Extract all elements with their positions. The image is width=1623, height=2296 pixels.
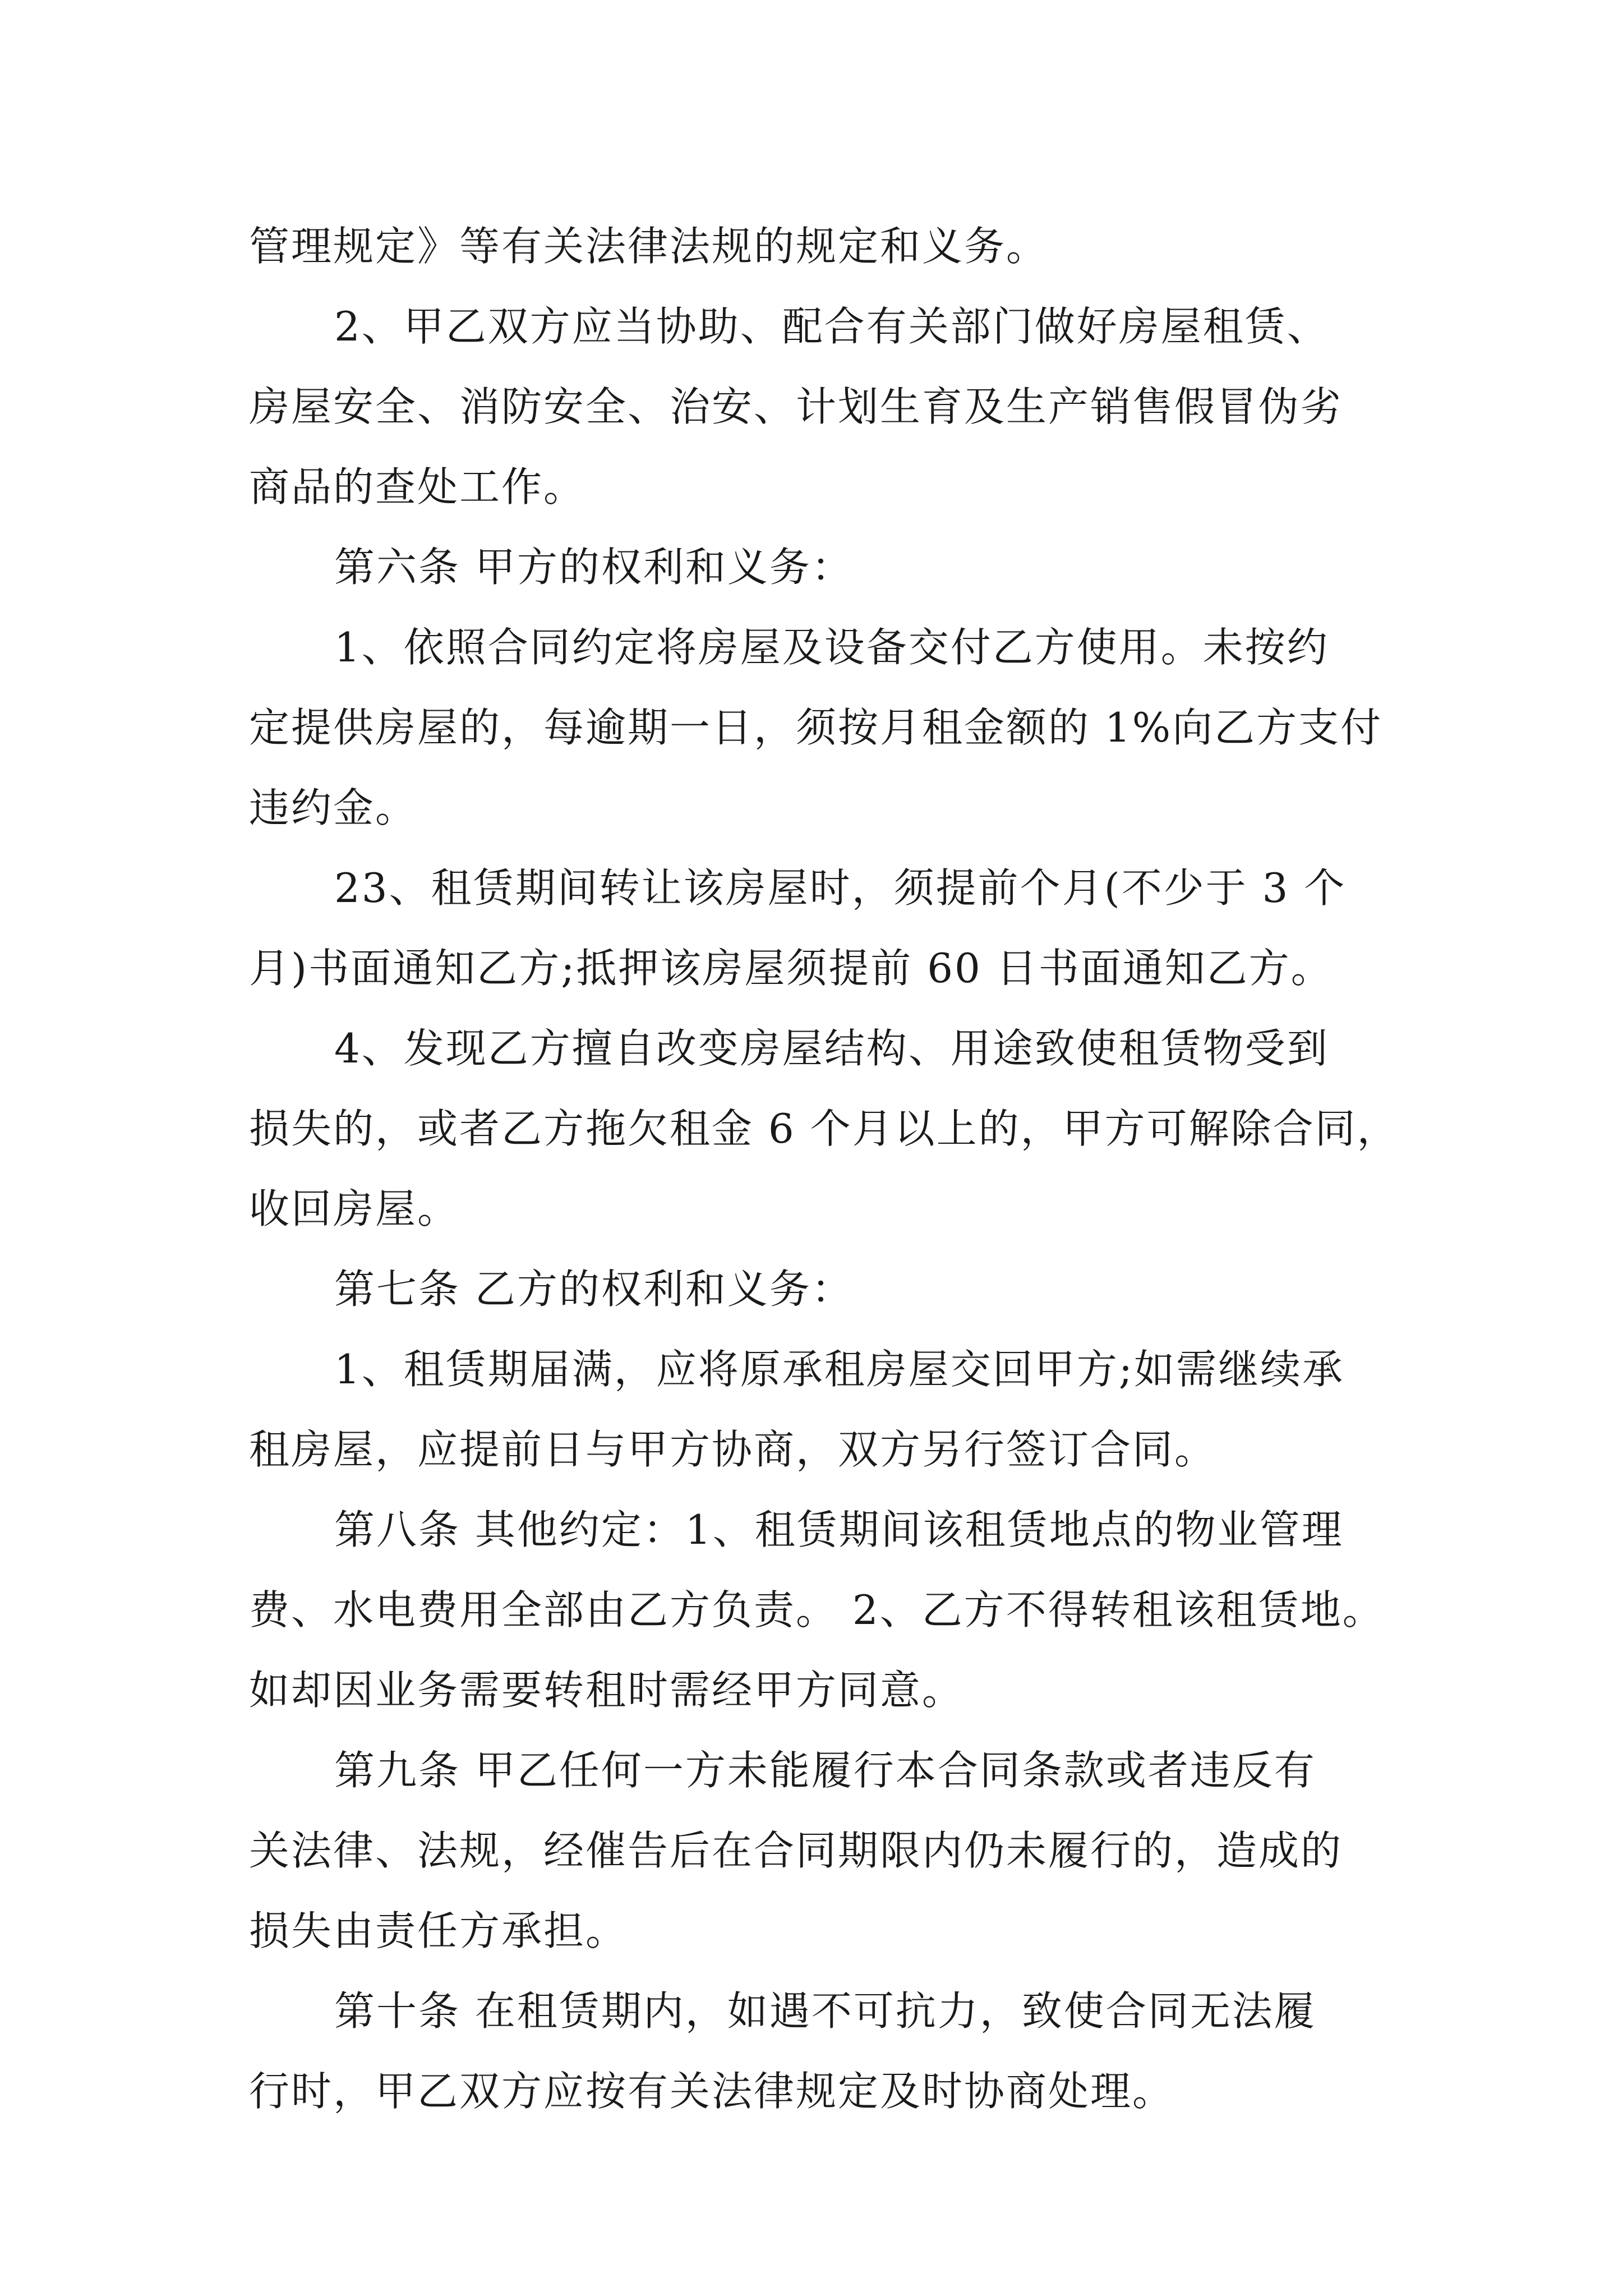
text-line: 2、甲乙双方应当协助、配合有关部门做好房屋租赁、 <box>334 303 1329 350</box>
text-line: 23、租赁期间转让该房屋时，须提前个月(不少于 3 个 <box>334 864 1347 912</box>
article-10-text: 第十条 在租赁期内，如遇不可抗力，致使合同无法履 <box>334 1987 1316 2035</box>
text-line: 费、水电费用全部由乙方负责。 2、乙方不得转租该租赁地。 <box>249 1586 1385 1634</box>
text-line: 管理规定》等有关法律法规的规定和义务。 <box>249 223 1049 270</box>
text-line: 商品的查处工作。 <box>249 463 586 510</box>
article-7-heading: 第七条 乙方的权利和义务： <box>334 1266 854 1313</box>
contract-body-text <box>249 206 1399 2132</box>
text-line: 行时，甲乙双方应按有关法律规定及时协商处理。 <box>249 2068 1175 2115</box>
text-line: 1、租赁期届满，应将原承租房屋交回甲方;如需继续承 <box>334 1346 1345 1393</box>
article-6-heading: 第六条 甲方的权利和义务： <box>334 544 854 591</box>
text-line: 损失的，或者乙方拖欠租金 6 个月以上的，甲方可解除合同， <box>249 1105 1399 1152</box>
text-line: 损失由责任方承担。 <box>249 1907 628 1954</box>
text-line: 1、依照合同约定将房屋及设备交付乙方使用。未按约 <box>334 624 1329 671</box>
text-line: 定提供房屋的，每逾期一日，须按月租金额的 1%向乙方支付 <box>249 704 1383 751</box>
text-line: 关法律、法规，经催告后在合同期限内仍未履行的，造成的 <box>249 1827 1343 1874</box>
article-8-text: 第八条 其他约定：1、租赁期间该租赁地点的物业管理 <box>334 1506 1344 1553</box>
text-line: 如却因业务需要转租时需经甲方同意。 <box>249 1667 965 1714</box>
text-line: 租房屋，应提前日与甲方协商，双方另行签订合同。 <box>249 1426 1217 1473</box>
text-line: 违约金。 <box>249 784 418 831</box>
text-line: 收回房屋。 <box>249 1185 460 1232</box>
article-9-text: 第九条 甲乙任何一方未能履行本合同条款或者违反有 <box>334 1747 1316 1794</box>
text-line: 房屋安全、消防安全、治安、计划生育及生产销售假冒伪劣 <box>249 383 1343 430</box>
text-line: 4、发现乙方擅自改变房屋结构、用途致使租赁物受到 <box>334 1025 1329 1072</box>
text-line: 月)书面通知乙方;抵押该房屋须提前 60 日书面通知乙方。 <box>249 945 1333 992</box>
